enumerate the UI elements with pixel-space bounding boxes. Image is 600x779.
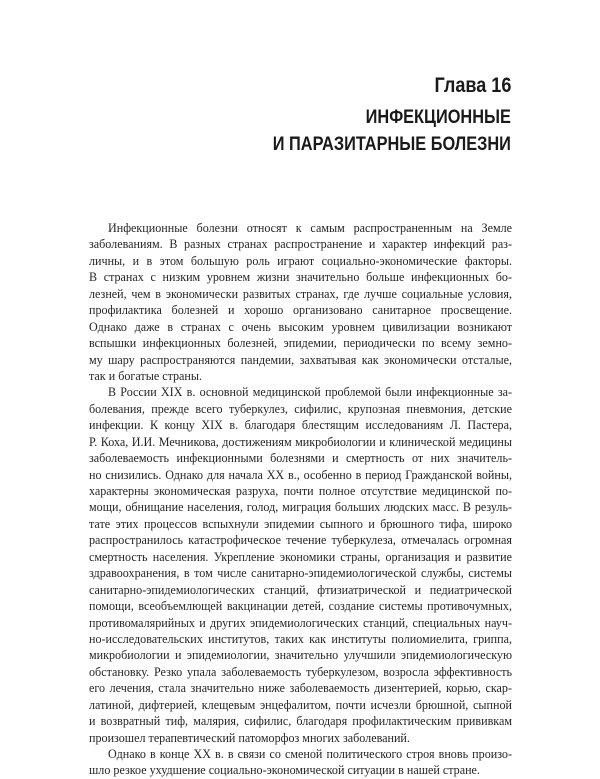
text-line: заболеваниям. В разных странах распространение и характер инфекций раз-: [89, 237, 512, 252]
text-line: лезней, чем в экономически развитых странах, где лучше социальные условия,: [89, 286, 512, 301]
body-text: [89, 220, 512, 779]
text-line: инфекции. К концу XIX в. благодаря блестящим исследованиям Л. Пастера,: [89, 418, 512, 433]
text-line: шло резкое ухудшение социально-экономической ситуации в нашей стране.: [89, 763, 480, 778]
chapter-title-line: И ПАРАЗИТАРНЫЕ БОЛЕЗНИ: [272, 134, 511, 155]
text-line: Однако в конце XX в. в связи со сменой политического строя вновь произо-: [108, 747, 512, 761]
text-line: болевания, прежде всего туберкулез, сифилис, крупозная пневмония, детские: [89, 401, 512, 416]
text-line: помощи, всеобъемлющей вакцинации детей, создание системы противочумных,: [89, 599, 512, 614]
text-line: смертность населения. Укрепление экономики страны, организация и развитие: [89, 549, 512, 564]
text-line: произошел терапевтический патоморфоз многих заболеваний.: [89, 730, 410, 745]
text-line: заболеваемость инфекционными болезнями и смертность от них значитель-: [89, 451, 512, 466]
text-line: и возвратный тиф, малярия, сифилис, благодаря профилактическим прививкам: [89, 714, 512, 729]
text-line: но-исследовательских институтов, таких как институты полиомиелита, гриппа,: [89, 631, 512, 646]
text-line: Р. Коха, И.И. Мечникова, достижениям микробиологии и клинической медицины: [89, 434, 512, 449]
chapter-number: Глава 16: [434, 74, 511, 97]
text-line: мощи, обнищание населения, голод, миграция больших людских масс. В резуль-: [89, 500, 512, 515]
text-line: характерны экономическая разруха, почти полное отсутствие медицинской по-: [89, 484, 512, 498]
paragraph: [89, 384, 512, 746]
chapter-title-line: ИНФЕКЦИОННЫЕ: [365, 107, 511, 128]
chapter-title: [273, 104, 511, 158]
text-line: В странах с низким уровнем жизни значительно больше инфекционных бо-: [89, 270, 512, 285]
text-line: В России XIX в. основной медицинской проблемой были инфекционные за-: [108, 385, 512, 400]
text-line: здравоохранения, в том числе санитарно-эпидемиологической службы, системы: [89, 566, 512, 581]
text-line: микробиологии и эпидемиологии, значительно улучшили эпидемиологическую: [89, 648, 512, 663]
text-line: так и богатые страны.: [89, 368, 203, 383]
paragraph: [89, 220, 512, 384]
text-line: его лечения, стала значительно ниже заболеваемость дизентерией, корью, скар-: [89, 681, 512, 696]
text-line: обстановку. Резко упала заболеваемость туберкулезом, возросла эффективность: [89, 664, 512, 679]
text-line: личны, и в этом большую роль играют социально-экономические факторы.: [89, 253, 512, 268]
text-line: Инфекционные болезни относят к самым распространенным на Земле: [108, 221, 512, 235]
text-line: распространилось катастрофическое течение туберкулеза, отмечалась огромная: [89, 533, 512, 548]
text-line: Однако даже в странах с очень высоким уровнем цивилизации возникают: [89, 319, 512, 334]
paragraph: [89, 746, 512, 779]
text-line: но снизились. Однако для начала XX в., особенно в период Гражданской войны,: [89, 467, 512, 482]
text-line: вспышки инфекционных болезней, эпидемии, периодически по всему земно-: [89, 336, 512, 351]
text-line: му шару распространяются пандемии, захватывая как экономически отсталые,: [89, 352, 512, 367]
text-line: санитарно-эпидемиологических станций, фтизиатрической и педиатрической: [89, 582, 512, 597]
text-line: противомалярийных и других эпидемиологических станций, специальных науч-: [89, 615, 512, 630]
text-line: латиной, дифтерией, клещевым энцефалитом, почти исчезли брюшной, сыпной: [89, 697, 512, 712]
text-line: тате этих процессов вспыхнули эпидемии сыпного и брюшного тифа, широко: [89, 516, 512, 531]
text-line: профилактика болезней и хорошо организовано санитарное просвещение.: [89, 303, 512, 318]
